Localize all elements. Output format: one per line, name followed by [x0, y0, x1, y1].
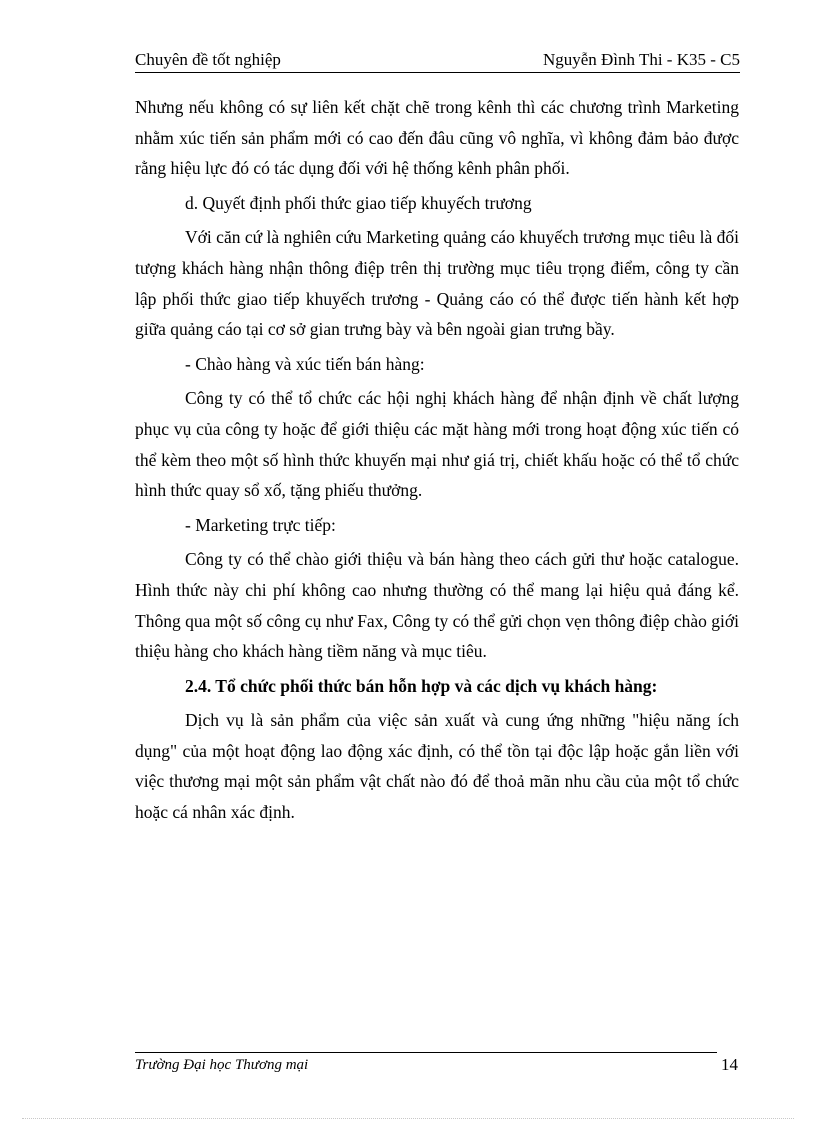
paragraph-sales-promotion: Công ty có thể tổ chức các hội nghị khách hàng để nhận định về chất lượng phục vụ của công ty hoặc để giới thiệu các mặt hàng mới trong hoạt động xúc tiến có thể kèm theo một số hình thức khuyến mại như giá trị, chiết khấu hoặc có thể tổ chức hình thức quay sổ xố, tặng phiếu thưởng.: [135, 388, 739, 501]
page-header: [135, 50, 740, 73]
footer-school: Trường Đại học Thương mại: [135, 1057, 309, 1073]
section-heading-2-4: 2.4. Tổ chức phối thức bán hỗn hợp và các dịch vụ khách hàng:: [185, 675, 658, 696]
paragraph-advertising: Với căn cứ là nghiên cứu Marketing quảng cáo khuyếch trương mục tiêu là đối tượng khách hàng nhận thông điệp trên thị trường mục tiêu trọng điểm, công ty cần lập phối thức giao tiếp khuyếch trương - Quảng cáo có thể được tiến hành kết hợp giữa quảng cáo tại cơ sở gian trưng bày và bên ngoài gian trưng bầy.: [135, 227, 739, 340]
page-number: 14: [721, 1055, 738, 1074]
header-title: Chuyên đề tốt nghiệp: [135, 50, 281, 69]
document-body: [135, 92, 739, 832]
page-bottom-dotted-line: [22, 1118, 794, 1119]
paragraph-services: Dịch vụ là sản phẩm của việc sản xuất và cung ứng những "hiệu năng ích dụng" của một hoạt động lao động xác định, có thể tồn tại độc lập hoặc gắn liền với việc thương mại một sản phẩm vật chất nào đó để thoả mãn nhu cầu của một tổ chức hoặc cá nhân xác định.: [135, 710, 739, 823]
subheading-communication-mix: d. Quyết định phối thức giao tiếp khuyếch trương: [185, 192, 532, 213]
subheading-sales-promotion: - Chào hàng và xúc tiến bán hàng:: [185, 353, 425, 374]
paragraph-continuation: Nhưng nếu không có sự liên kết chặt chẽ trong kênh thì các chương trình Marketing nhằm xúc tiến sản phẩm mới có cao đến đâu cũng vô nghĩa, vì không đảm bảo được rằng hiệu lực đó có tác dụng đối với hệ thống kênh phân phối.: [135, 97, 739, 179]
footer-rule: [135, 1052, 717, 1053]
subheading-direct-marketing: - Marketing trực tiếp:: [185, 514, 336, 535]
header-author: Nguyễn Đình Thi - K35 - C5: [542, 50, 740, 69]
paragraph-direct-marketing: Công ty có thể chào giới thiệu và bán hàng theo cách gửi thư hoặc catalogue. Hình thức này chi phí không cao nhưng thường có thể mang lại hiệu quả đáng kể. Thông qua một số công cụ như Fax, Công ty có thể gửi chọn vẹn thông điệp chào giới thiệu hàng cho khách hàng tiềm năng và mục tiêu.: [135, 549, 739, 662]
page-footer: [135, 1052, 740, 1076]
